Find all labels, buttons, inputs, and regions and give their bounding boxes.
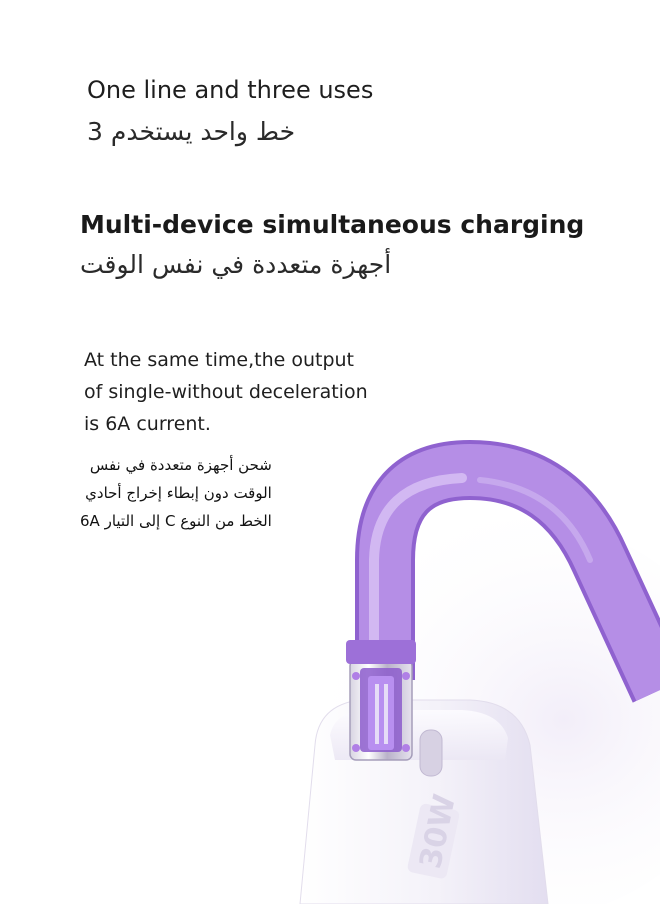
- description-arabic-line: شحن أجهزة متعددة في نفس: [89, 456, 272, 474]
- charger-body: [300, 700, 548, 904]
- description-english-line: is 6A current.: [84, 413, 211, 435]
- description-english-line: of single-without deceleration: [84, 381, 368, 403]
- headline-arabic: خط واحد يستخدم 3: [87, 117, 296, 146]
- subheadline-arabic: أجهزة متعددة في نفس الوقت: [80, 250, 392, 279]
- headline-english: One line and three uses: [87, 76, 374, 104]
- description-english-line: At the same time,the output: [84, 349, 355, 371]
- charger-label-text: 30W: [413, 791, 463, 872]
- description-arabic: [80, 451, 272, 535]
- description-arabic-line: الوقت دون إبطاء إخراج أحادي: [85, 484, 272, 502]
- usb-c-connector: [346, 640, 416, 760]
- usb-c-port: [420, 730, 442, 776]
- subheadline-english: Multi-device simultaneous charging: [80, 210, 585, 239]
- description-arabic-line: الخط من النوع C إلى التيار 6A: [80, 512, 272, 530]
- description-english: [84, 344, 368, 440]
